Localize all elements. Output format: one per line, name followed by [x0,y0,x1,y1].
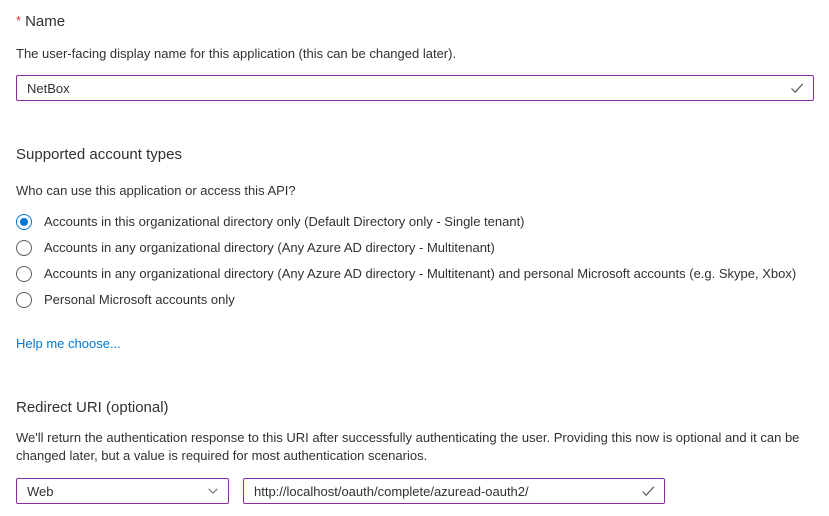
redirect-uri-input-container [243,478,665,504]
redirect-uri-input[interactable] [254,479,634,503]
name-input-container [16,75,814,101]
redirect-uri-title: Redirect URI (optional) [16,399,169,416]
chevron-down-icon[interactable] [206,484,220,498]
radio-option-personal-only[interactable] [16,287,814,313]
radio-option-multitenant-personal[interactable] [16,261,814,287]
radio-selected-icon[interactable] [16,214,32,230]
radio-unselected-icon[interactable] [16,240,32,256]
name-description: The user-facing display name for this application (this can be changed later). [16,46,457,61]
radio-option-label: Personal Microsoft accounts only [44,292,235,307]
checkmark-icon [640,483,656,499]
redirect-uri-controls [16,478,814,504]
platform-select-value: Web [27,483,54,499]
account-types-radio-group [16,209,814,313]
name-section-title [16,10,814,32]
name-label: Name [25,13,66,30]
radio-unselected-icon[interactable] [16,292,32,308]
name-input[interactable] [27,76,783,100]
account-types-title: Supported account types [16,146,182,163]
radio-option-label: Accounts in this organizational directory only (Default Directory only - Single tenant) [44,214,525,229]
help-me-choose-link[interactable]: Help me choose... [16,336,121,351]
radio-option-multitenant[interactable] [16,235,814,261]
redirect-uri-description: We'll return the authentication response to this URI after successfully authenticating the user. Providing this now is optional and it can be changed later, but a value is required for most authentication scenarios. [16,430,800,463]
radio-option-single-tenant[interactable] [16,209,814,235]
platform-select[interactable] [16,478,229,504]
checkmark-icon [789,80,805,96]
radio-option-label: Accounts in any organizational directory (Any Azure AD directory - Multitenant) and personal Microsoft accounts (e.g. Skype, Xbox) [44,266,797,281]
account-types-question: Who can use this application or access this API? [16,183,296,198]
required-asterisk: * [16,13,22,28]
radio-unselected-icon[interactable] [16,266,32,282]
radio-option-label: Accounts in any organizational directory (Any Azure AD directory - Multitenant) [44,240,495,255]
